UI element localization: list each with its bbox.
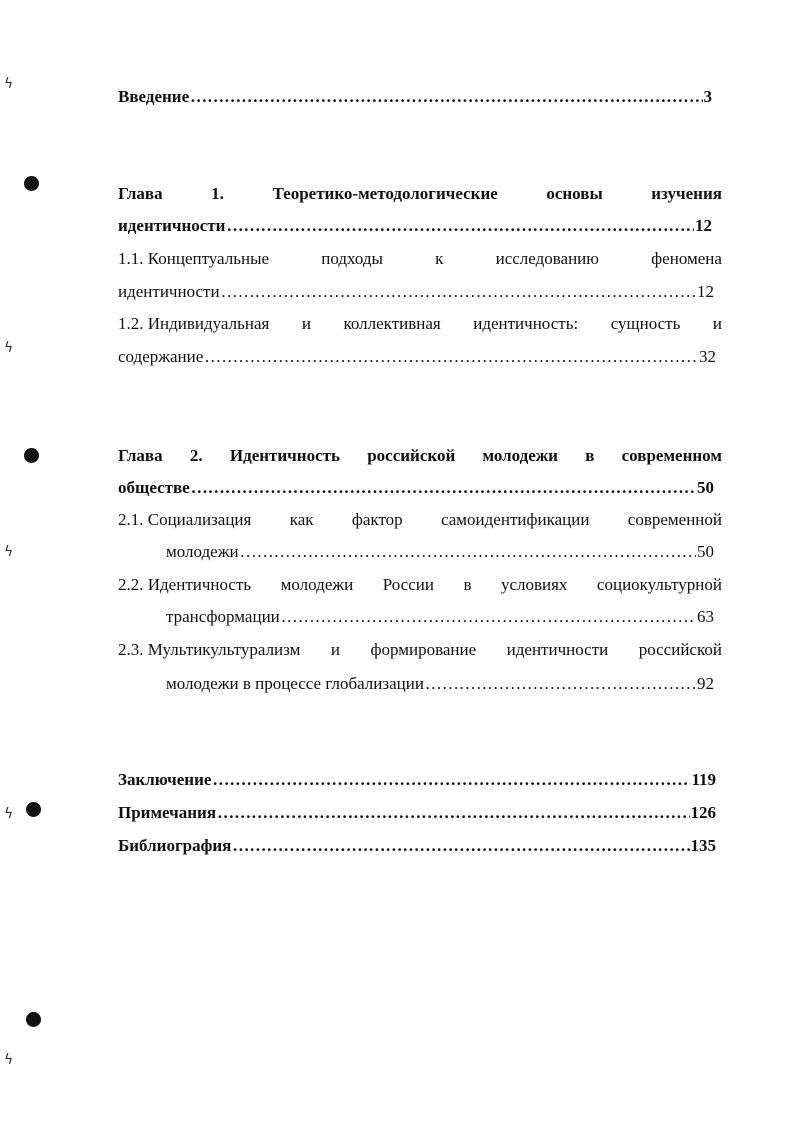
heading-word: основы: [546, 184, 603, 203]
section-number: 2.3. Мультикультурализм: [118, 640, 301, 659]
section-word: исследованию: [495, 249, 599, 268]
toc-section-1-2[interactable]: [118, 313, 722, 335]
toc-chapter-1-cont[interactable]: [118, 215, 712, 237]
scan-mark-icon: ϟ: [4, 76, 14, 92]
scan-mark-icon: ϟ: [4, 544, 14, 560]
toc-section-2-2[interactable]: [118, 574, 722, 596]
binder-hole: [26, 1012, 41, 1027]
section-word: российской: [638, 640, 722, 659]
toc-page: 135: [690, 836, 716, 855]
heading-word: российской: [367, 446, 456, 465]
toc-chapter-2-heading[interactable]: [118, 445, 722, 467]
toc-section-2-1[interactable]: [118, 509, 722, 531]
toc-entry-conclusion[interactable]: [118, 769, 716, 791]
toc-title: молодежи: [166, 542, 239, 561]
toc-page: 50: [697, 478, 714, 497]
toc-page: 126: [690, 803, 716, 822]
toc-section-2-3-cont[interactable]: [166, 673, 714, 695]
toc-title: молодежи в процессе глобализации: [166, 674, 424, 693]
toc-leader: [281, 606, 696, 628]
section-number: 1.2. Индивидуальная: [118, 314, 270, 333]
section-word: фактор: [351, 510, 403, 529]
toc-title: обществе: [118, 478, 190, 497]
toc-title: трансформации: [166, 607, 280, 626]
toc-entry-bibliography[interactable]: [118, 835, 716, 857]
toc-section-2-1-cont[interactable]: [166, 541, 714, 563]
scan-mark-icon: ϟ: [4, 1052, 14, 1068]
section-word: самоидентификации: [441, 510, 590, 529]
scan-mark-icon: ϟ: [4, 806, 14, 822]
toc-leader: [191, 477, 696, 499]
toc-leader: [425, 673, 696, 695]
section-word: коллективная: [343, 314, 441, 333]
toc-chapter-1-heading[interactable]: [118, 183, 722, 205]
heading-word: Глава: [118, 446, 163, 465]
toc-entry-intro[interactable]: [118, 86, 712, 108]
toc-page: 63: [697, 607, 714, 626]
toc-leader: [240, 541, 696, 563]
section-word: идентичности: [506, 640, 609, 659]
scan-mark-icon: ϟ: [4, 340, 14, 356]
heading-word: 1.: [211, 184, 224, 203]
section-word: как: [289, 510, 314, 529]
section-word: в: [463, 575, 472, 594]
toc-title: идентичности: [118, 282, 220, 301]
toc-title: Заключение: [118, 770, 212, 789]
section-word: подходы: [321, 249, 383, 268]
toc-page: 50: [697, 542, 714, 561]
toc-leader: [190, 86, 702, 108]
toc-leader: [204, 346, 698, 368]
toc-page: 32: [699, 347, 716, 366]
section-word: и: [330, 640, 340, 659]
section-word: России: [382, 575, 434, 594]
heading-word: Глава: [118, 184, 163, 203]
section-word: формирование: [370, 640, 477, 659]
heading-word: Идентичность: [229, 446, 340, 465]
section-word: идентичность:: [473, 314, 579, 333]
toc-page: 12: [697, 282, 714, 301]
section-word: современной: [627, 510, 722, 529]
toc-leader: [217, 802, 689, 824]
toc-section-1-1[interactable]: [118, 248, 722, 270]
toc-page: 3: [703, 87, 712, 106]
toc-chapter-2-cont[interactable]: [118, 477, 714, 499]
toc-section-2-2-cont[interactable]: [166, 606, 714, 628]
toc-page: 12: [695, 216, 712, 235]
heading-word: Теоретико-методологические: [272, 184, 498, 203]
section-number: 2.2. Идентичность: [118, 575, 252, 594]
toc-leader: [221, 281, 696, 303]
section-number: 1.1. Концептуальные: [118, 249, 270, 268]
toc-leader: [226, 215, 694, 237]
toc-entry-notes[interactable]: [118, 802, 716, 824]
toc-title: Библиография: [118, 836, 232, 855]
heading-word: изучения: [651, 184, 722, 203]
heading-word: современном: [621, 446, 722, 465]
binder-hole: [24, 448, 39, 463]
heading-word: в: [585, 446, 595, 465]
section-word: к: [435, 249, 444, 268]
toc-section-2-3[interactable]: [118, 639, 722, 661]
binder-hole: [24, 176, 39, 191]
section-word: феномена: [651, 249, 722, 268]
toc-title: содержание: [118, 347, 204, 366]
toc-section-1-1-cont[interactable]: [118, 281, 714, 303]
toc-page: 119: [691, 770, 716, 789]
toc-section-1-2-cont[interactable]: [118, 346, 716, 368]
section-word: и: [712, 314, 722, 333]
section-word: условиях: [500, 575, 568, 594]
section-word: молодежи: [280, 575, 354, 594]
heading-word: 2.: [189, 446, 203, 465]
toc-title: Примечания: [118, 803, 217, 822]
section-word: сущность: [610, 314, 681, 333]
toc-title: идентичности: [118, 216, 226, 235]
heading-word: молодежи: [482, 446, 558, 465]
section-number: 2.1. Социализация: [118, 510, 252, 529]
section-word: социокультурной: [596, 575, 722, 594]
toc-title: Введение: [118, 87, 190, 106]
binder-hole: [26, 802, 41, 817]
section-word: и: [301, 314, 311, 333]
toc-leader: [232, 835, 689, 857]
toc-leader: [212, 769, 690, 791]
toc-page: 92: [697, 674, 714, 693]
